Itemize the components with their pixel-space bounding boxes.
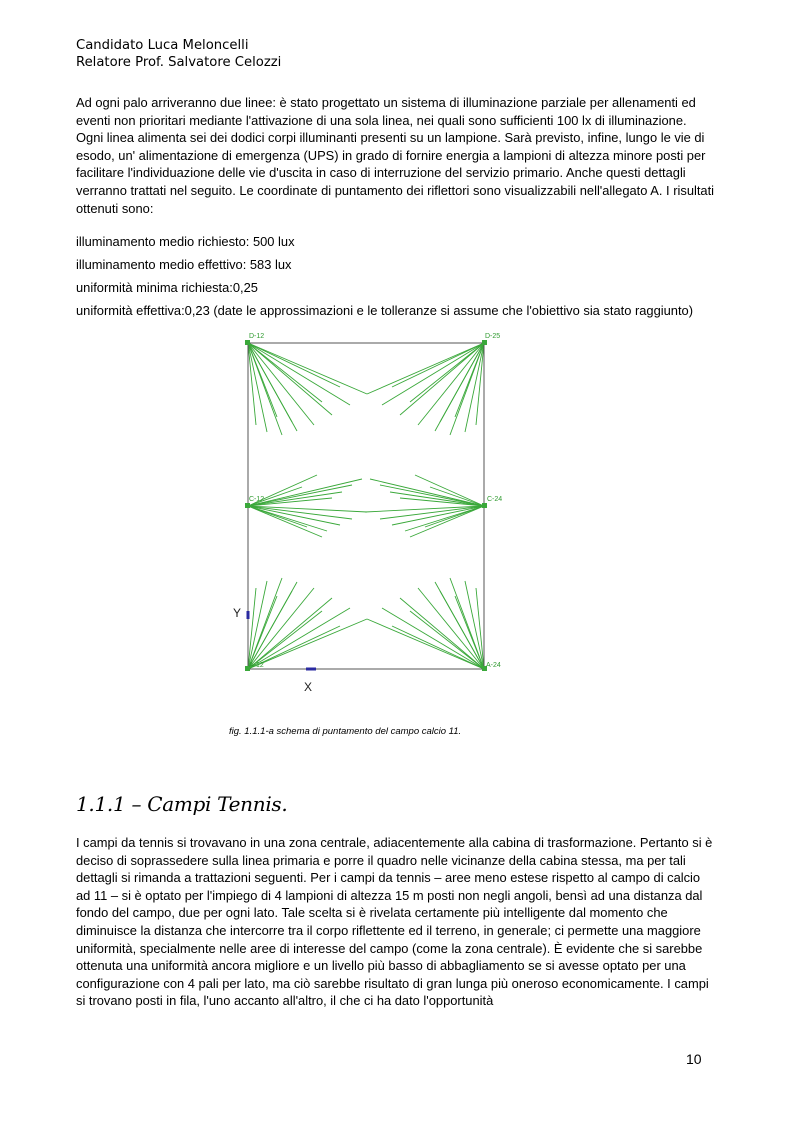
aiming-diagram bbox=[222, 327, 512, 697]
pole-marker bbox=[245, 503, 250, 508]
result-line: uniformità effettiva:0,23 (date le approssimazioni e le tolleranze si assume che l'obiettivo sia stato raggiunto) bbox=[76, 303, 694, 318]
aiming-line bbox=[418, 343, 484, 425]
aiming-line bbox=[390, 492, 484, 506]
page-header bbox=[76, 37, 281, 71]
aiming-line bbox=[365, 506, 484, 512]
aiming-line bbox=[248, 343, 350, 405]
field-outline bbox=[248, 343, 484, 669]
aiming-line bbox=[370, 479, 484, 506]
aiming-line bbox=[382, 343, 484, 405]
aiming-line bbox=[418, 588, 484, 669]
y-axis-label: Y bbox=[233, 606, 242, 620]
aiming-line bbox=[367, 619, 484, 669]
result-line: illuminamento medio richiesto: 500 lux bbox=[76, 234, 295, 249]
aiming-line bbox=[248, 506, 367, 512]
candidate-name: Candidato Luca Meloncelli bbox=[76, 38, 249, 53]
page-number: 10 bbox=[686, 1051, 702, 1067]
aiming-line bbox=[248, 619, 367, 669]
result-line: uniformità minima richiesta:0,25 bbox=[76, 280, 258, 295]
aiming-line bbox=[248, 608, 350, 669]
aiming-line bbox=[248, 343, 332, 415]
x-axis-marker bbox=[306, 668, 316, 671]
aiming-line bbox=[248, 343, 314, 425]
figure-caption: fig. 1.1.1-a schema di puntamento del campo calcio 11. bbox=[229, 726, 462, 737]
pole-label-a24: A-24 bbox=[486, 662, 501, 669]
intro-paragraph: Ad ogni palo arriveranno due linee: è stato progettato un sistema di illuminazione parziale per allenamenti ed eventi non prioritari mediante l'attivazione di una sola linea, nei quali sono sufficienti 100 lx di illuminazione. Ogni linea alimenta sei dei dodici corpi illuminanti presenti su un lampione. Sarà previsto, infine, lungo le vie di esodo, un' alimentazione di emergenza (UPS) in grado di fornire energia a lampioni di altezza minore posti per facilitare l'individuazione delle vie d'uscita in caso di interruzione del servizio primario. Anche questi dettagli verranno trattati nel seguito. Le coordinate di puntamento dei riflettori sono visualizzabili nell'allegato A. I risultati ottenuti sono: bbox=[76, 95, 715, 216]
pole-label-d12: D-12 bbox=[249, 333, 265, 340]
section-title: 1.1.1 – Campi Tennis. bbox=[76, 792, 288, 816]
pole-label-a12: A-12 bbox=[249, 662, 264, 669]
pole-label-c24: C-24 bbox=[487, 496, 503, 503]
aiming-line bbox=[248, 343, 367, 394]
aiming-line bbox=[248, 588, 314, 669]
pole-label-c12: C-12 bbox=[249, 496, 265, 503]
tennis-paragraph: I campi da tennis si trovavano in una zona centrale, adiacentemente alla cabina di trasformazione. Pertanto si è deciso di soprassedere sulla linea primaria e porre il quadro nelle vicinanze della cabina stessa, ma per tali dettagli si rimanda a trattazioni seguenti. Per i campi da tennis – aree meno estese rispetto al campo di calcio ad 11 – si è optato per l'impiego di 4 lampioni di altezza 15 m posti non negli angoli, bensì ad una distanza dal fondo del campo, due per ogni lato. Tale scelta si è rivelata certamente più intelligente dal momento che diminuisce la distanza che intercorre tra il corpo riflettente ed il terreno, in generale; ci permette una maggiore uniformità, specialmente nelle aree di interesse del campo (come la zona centrale). È evidente che si sarebbe ottenuta una uniformità ancora migliore e un livello più basso di abbagliamento se si avesse optato per una configurazione con 4 pali per lato, ma ciò sarebbe risultato di gran lunga più oneroso economicamente. I campi si trovano posti in fila, l'uno accanto all'altro, il che ci ha dato l'opportunità bbox=[76, 835, 713, 1009]
supervisor-name: Relatore Prof. Salvatore Celozzi bbox=[76, 55, 282, 70]
y-axis-marker bbox=[247, 611, 250, 619]
aiming-lines bbox=[248, 343, 484, 669]
pole-label-d25: D-25 bbox=[485, 333, 501, 340]
pole-marker bbox=[482, 340, 487, 345]
result-line: illuminamento medio effettivo: 583 lux bbox=[76, 257, 292, 272]
aiming-line bbox=[415, 475, 484, 506]
aiming-line bbox=[367, 343, 484, 394]
aiming-line bbox=[400, 343, 484, 415]
aiming-line bbox=[248, 479, 362, 506]
pole-marker bbox=[482, 503, 487, 508]
x-axis-label: X bbox=[304, 680, 313, 694]
aiming-line bbox=[382, 608, 484, 669]
pole-marker bbox=[245, 340, 250, 345]
